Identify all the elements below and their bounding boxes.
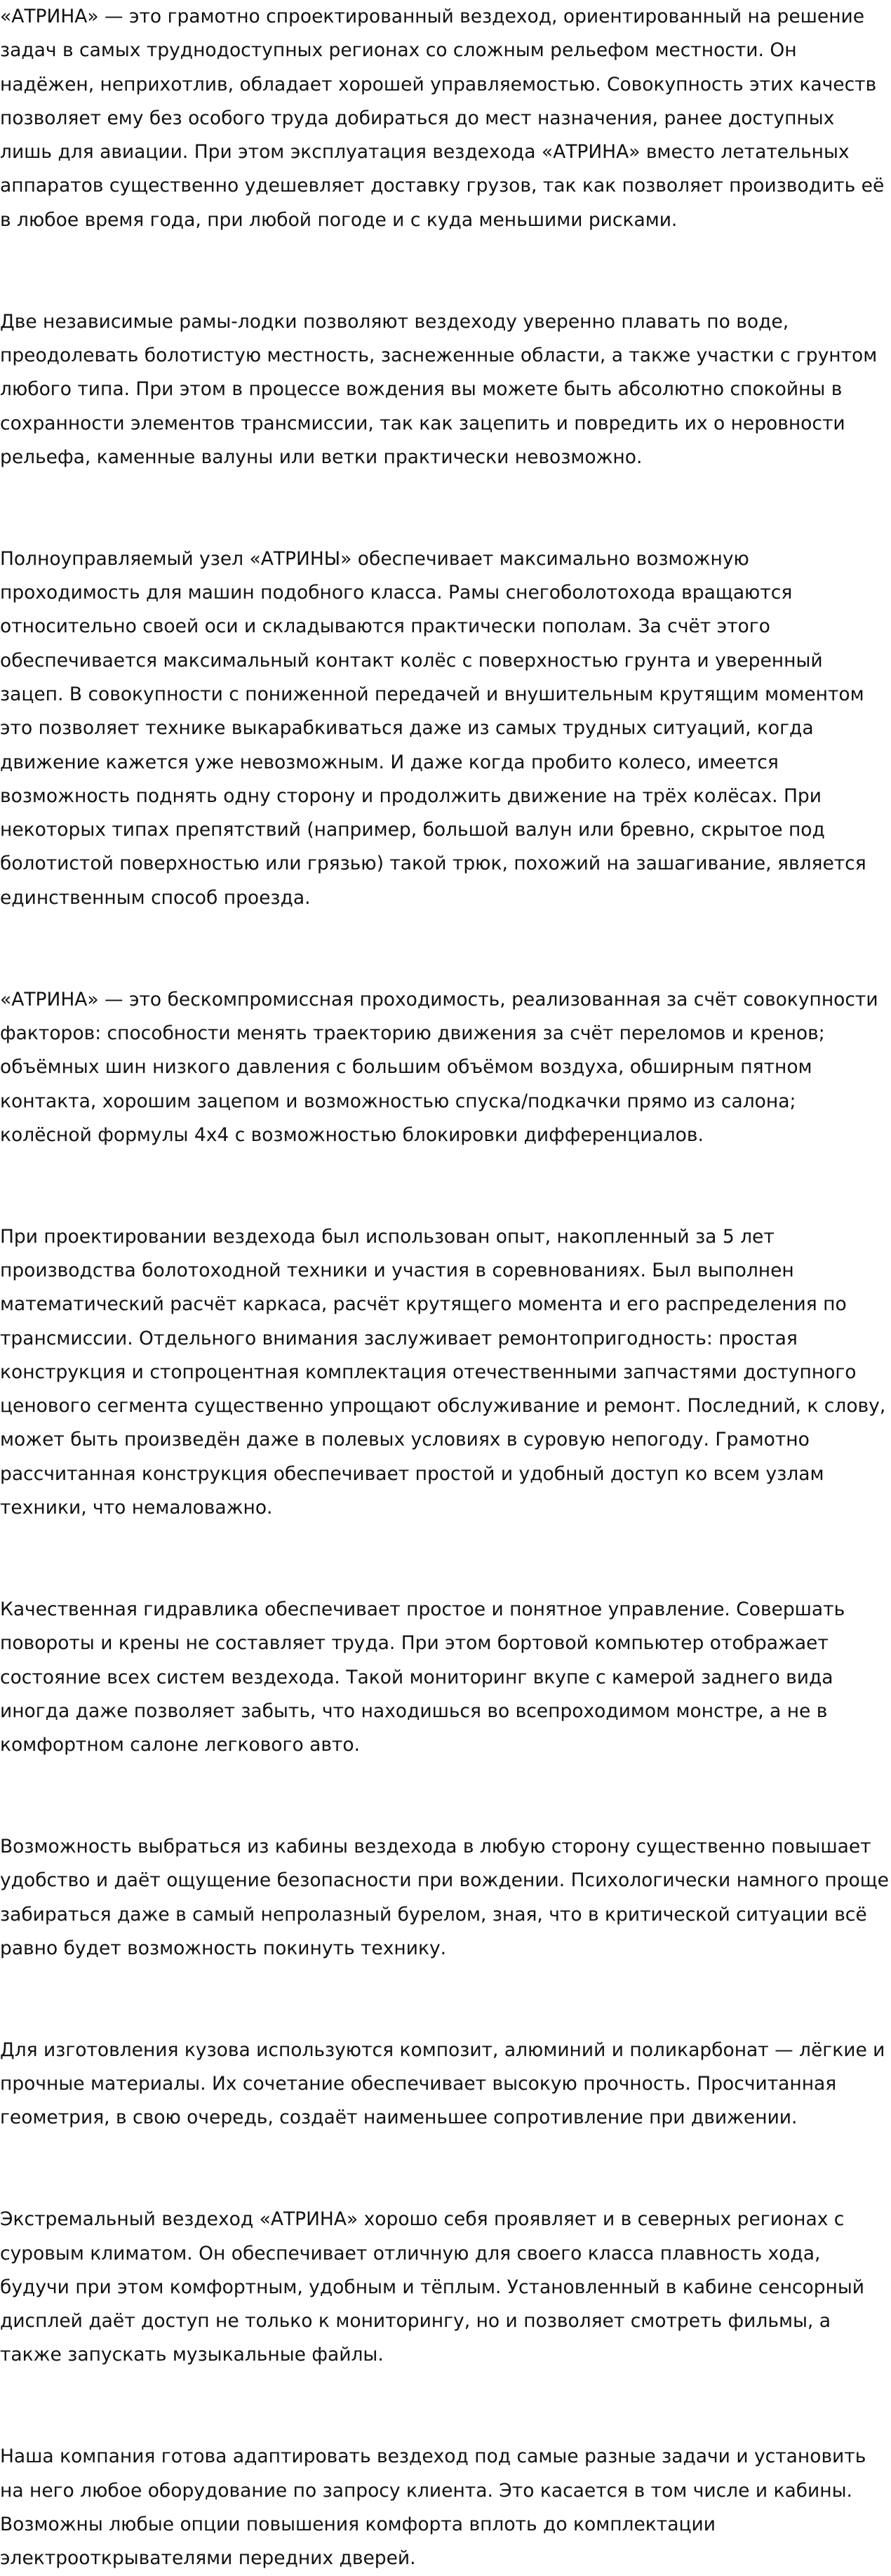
paragraph-steering: Полноуправляемый узел «АТРИНЫ» обеспечивает максимально возможную проходимость для машин подобного класса. Рамы снегоболотохода вращаются относительно своей оси и складываются практически пополам. За счёт этого обеспечивается максимальный контакт колёс с поверхностью грунта и уверенный зацеп. В совокупности с пониженной передачей и внушительным крутящим моментом это позволяет технике выкарабкиваться даже из самых трудных ситуаций, когда движение кажется уже невозможным. И даже когда пробито колесо, имеется возможность поднять одну сторону и продолжить движение на трёх колёсах. При некоторых типах препятствий (например, большой валун или бревно, скрытое под болотистой поверхностью или грязью) такой трюк, похожий на зашагивание, является единственным способ проезда. [0, 547, 866, 909]
paragraph-cabin-exit: Возможность выбраться из кабины вездехода в любую сторону существенно повышает удобство и даёт ощущение безопасности при вождении. Психологически намного проще забираться даже в самый непролазный бурелом, зная, что в критической ситуации всё равно будет возможность покинуть технику. [0, 1836, 889, 1959]
paragraph-design: При проектировании вездехода был использован опыт, накопленный за 5 лет производства болотоходной техники и участия в соревнованиях. Был выполнен математический расчёт каркаса, расчёт крутящего момента и его распределения по трансмиссии. Отдельного внимания заслуживает ремонтопригодность: простая конструкция и стопроцентная комплектация отечественными запчастями доступного ценового сегмента существенно упрощают обслуживание и ремонт. Последний, к слову, может быть произведён даже в полевых условиях в суровую непогоду. Грамотно рассчитанная конструкция обеспечивает простой и удобный доступ ко всем узлам техники, что немаловажно. [0, 1225, 886, 1519]
paragraph-intro: «АТРИНА» — это грамотно спроектированный вездеход, ориентированный на решение задач в самых труднодоступных регионах со сложным рельефом местности. Он надёжен, неприхотлив, обладает хорошей управляемостью. Совокупность этих качеств позволяет ему без особого труда добираться до мест назначения, ранее доступных лишь для авиации. При этом эксплуатация вездехода «АТРИНА» вместо летательных аппаратов существенно удешевляет доставку грузов, так как позволяет производить её в любое время года, при любой погоде и с куда меньшими рисками. [0, 6, 885, 231]
paragraph-customization: Наша компания готова адаптировать вездеход под самые разные задачи и установить на него любое оборудование по запросу клиента. Это касается в том числе и кабины. Возможны любые опции повышения комфорта вплоть до комплектации электрооткрывателями передних дверей. [0, 2445, 866, 2570]
paragraph-climate: Экстремальный вездеход «АТРИНА» хорошо себя проявляет и в северных регионах с суровым климатом. Он обеспечивает отличную для своего класса плавность хода, будучи при этом комфортным, удобным и тёплым. Установленный в кабине сенсорный дисплей даёт доступ не только к мониторингу, но и позволяет смотреть фильмы, а также запускать музыкальные файлы. [0, 2208, 864, 2366]
paragraph-hydraulics: Качественная гидравлика обеспечивает простое и понятное управление. Совершать повороты и крены не составляет труда. При этом бортовой компьютер отображает состояние всех систем вездехода. Такой мониторинг вкупе с камерой заднего вида иногда даже позволяет забыть, что находишься во всепроходимом монстре, а не в комфортном салоне легкового авто. [0, 1598, 845, 1756]
paragraph-offroad: «АТРИНА» — это бескомпромиссная проходимость, реализованная за счёт совокупности факторов: способности менять траекторию движения за счёт переломов и кренов; объёмных шин низкого давления с большим объёмом воздуха, обширным пятном контакта, хорошим зацепом и возможностью спуска/подкачки прямо из салона; колёсной формулы 4х4 с возможностью блокировки дифференциалов. [0, 988, 878, 1146]
paragraph-frames: Две независимые рамы-лодки позволяют вездеходу уверенно плавать по воде, преодолевать болотистую местность, заснеженные области, а также участки с грунтом любого типа. При этом в процессе вождения вы можете быть абсолютно спокойны в сохранности элементов трансмиссии, так как зацепить и повредить их о неровности рельефа, каменные валуны или ветки практически невозможно. [0, 310, 878, 468]
paragraph-materials: Для изготовления кузова используются композит, алюминий и поликарбонат — лёгкие и прочные материалы. Их сочетание обеспечивает высокую прочность. Просчитанная геометрия, в свою очередь, создаёт наименьшее сопротивление при движении. [0, 2038, 885, 2129]
